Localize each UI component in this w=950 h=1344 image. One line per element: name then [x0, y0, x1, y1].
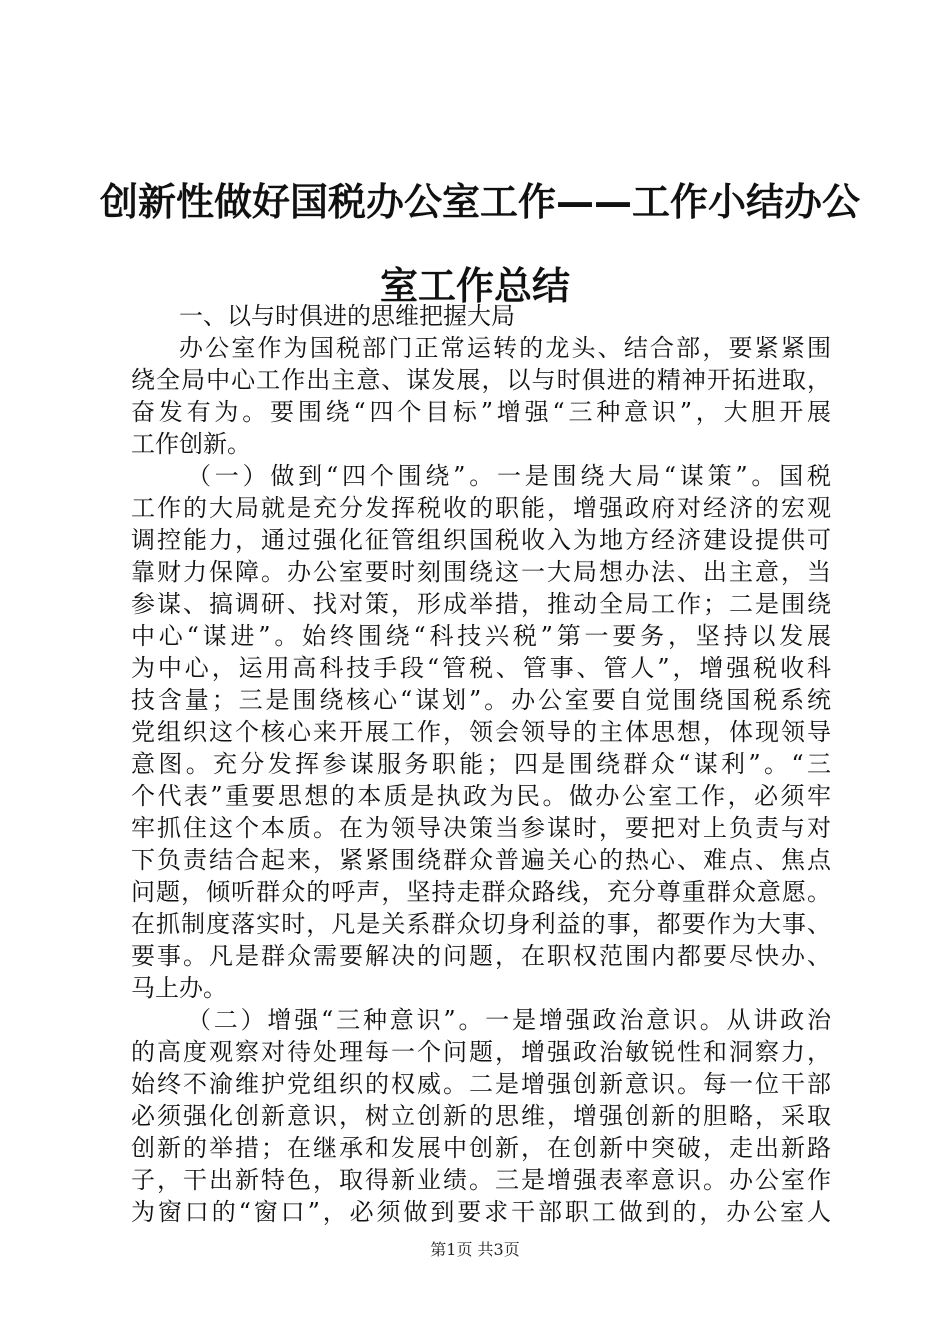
paragraph-line: 为中心，运用高科技手段“管税、管事、管人”，增强税收科 — [131, 654, 831, 682]
paragraph-line: 马上办。 — [131, 974, 227, 1002]
paragraph-line: 党组织这个核心来开展工作，领会领导的主体思想，体现领导 — [131, 718, 831, 746]
paragraph-line: 工作创新。 — [131, 430, 251, 458]
paragraph-line: 工作的大局就是充分发挥税收的职能，增强政府对经济的宏观 — [131, 494, 831, 522]
paragraph-line: 的高度观察对待处理每一个问题，增强政治敏锐性和洞察力， — [131, 1038, 831, 1066]
paragraph-line: 子，干出新特色，取得新业绩。三是增强表率意识。办公室作 — [131, 1166, 831, 1194]
paragraph-line: （二）增强“三种意识”。一是增强政治意识。从讲政治 — [187, 1006, 831, 1034]
paragraph-line: 必须强化创新意识，树立创新的思维，增强创新的胆略，采取 — [131, 1102, 831, 1130]
paragraph-line: 个代表”重要思想的本质是执政为民。做办公室工作，必须牢 — [131, 782, 831, 810]
paragraph-line: （一）做到“四个围绕”。一是围绕大局“谋策”。国税 — [187, 462, 831, 490]
document-body — [131, 300, 831, 1228]
paragraph-line: 牢抓住这个本质。在为领导决策当参谋时，要把对上负责与对 — [131, 814, 831, 842]
paragraph-line: 在抓制度落实时，凡是关系群众切身利益的事，都要作为大事、 — [131, 910, 831, 938]
section-heading: 一、以与时俱进的思维把握大局 — [179, 302, 515, 330]
paragraph-line: 问题，倾听群众的呼声，坚持走群众路线，充分尊重群众意愿。 — [131, 878, 831, 906]
paragraph-line: 绕全局中心工作出主意、谋发展，以与时俱进的精神开拓进取， — [131, 366, 831, 394]
paragraph-line: 调控能力，通过强化征管组织国税收入为地方经济建设提供可 — [131, 526, 831, 554]
title-line-2: 室工作总结 — [379, 264, 570, 308]
paragraph-line: 要事。凡是群众需要解决的问题，在职权范围内都要尽快办、 — [131, 942, 831, 970]
paragraph-line: 参谋、搞调研、找对策，形成举措，推动全局工作；二是围绕 — [131, 590, 831, 618]
paragraph-line: 办公室作为国税部门正常运转的龙头、结合部，要紧紧围 — [179, 334, 831, 362]
paragraph-line: 技含量；三是围绕核心“谋划”。办公室要自觉围绕国税系统 — [131, 686, 831, 714]
paragraph-line: 始终不渝维护党组织的权威。二是增强创新意识。每一位干部 — [131, 1070, 831, 1098]
page-footer: 第1页 共3页 — [430, 1240, 520, 1259]
paragraph-line: 下负责结合起来，紧紧围绕群众普遍关心的热心、难点、焦点 — [131, 846, 831, 874]
paragraph-line: 为窗口的“窗口”，必须做到要求干部职工做到的，办公室人 — [131, 1198, 831, 1226]
paragraph-line: 创新的举措；在继承和发展中创新，在创新中突破，走出新路 — [131, 1134, 831, 1162]
paragraph-line: 意图。充分发挥参谋服务职能；四是围绕群众“谋利”。“三 — [131, 750, 831, 778]
paragraph-line: 奋发有为。要围绕“四个目标”增强“三种意识”，大胆开展 — [131, 398, 831, 426]
paragraph-line: 中心“谋进”。始终围绕“科技兴税”第一要务，坚持以发展 — [131, 622, 831, 650]
paragraph-line: 靠财力保障。办公室要时刻围绕这一大局想办法、出主意，当 — [131, 558, 831, 586]
title-line-1: 创新性做好国税办公室工作——工作小结办公 — [100, 180, 861, 224]
